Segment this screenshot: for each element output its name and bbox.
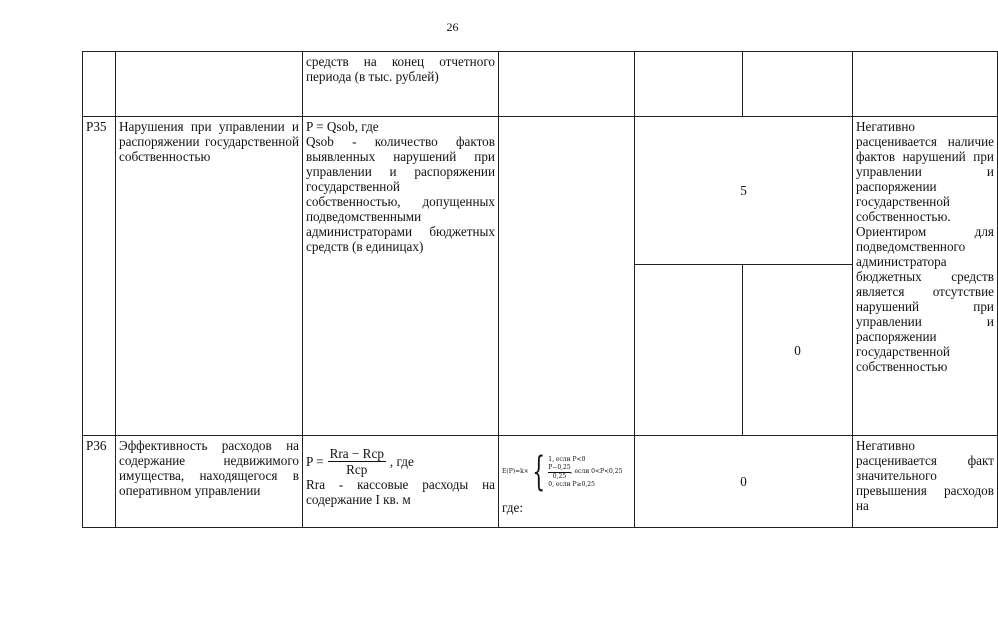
piecewise-formula bbox=[502, 449, 631, 495]
cell-code-p35: P35 bbox=[83, 117, 116, 436]
cell-calc-p35 bbox=[499, 117, 635, 436]
cell-formula-continuation: средств на конец отчетного периода (в тыс. рублей) bbox=[303, 52, 499, 117]
comment-p35-b: Ориентиром для подведомственного администратора бюджетных средств является отсутствие нарушений при управлении и распоряжении государственной собственностью bbox=[856, 224, 994, 374]
formula-p36 bbox=[306, 446, 495, 477]
formula-p35-desc: Qsob - количество фактов выявленных нарушений при управлении и распоряжении государственной собственностью, допущенных подведомственными администраторами бюджетных средств (в единицах) bbox=[306, 134, 495, 254]
piecewise-cases bbox=[548, 456, 622, 489]
formula-p36-suffix: , где bbox=[389, 454, 414, 469]
table-row-continuation bbox=[83, 52, 998, 117]
cell-calc-p36 bbox=[499, 436, 635, 528]
cell-name-p35: Нарушения при управлении и распоряжении государственной собственностью bbox=[116, 117, 303, 436]
table-row-p35 bbox=[83, 117, 998, 265]
piecewise-case-2-cond: , если 0<P<0,25 bbox=[570, 468, 623, 475]
piecewise-case-2-den: 0,25 bbox=[552, 472, 567, 480]
cell-score-p35-b: 0 bbox=[743, 265, 853, 436]
table-row-p36 bbox=[83, 436, 998, 528]
cell-code-p36: P36 bbox=[83, 436, 116, 528]
cell-comment-p36: Негативно расценивается факт значительного превышения расходов на bbox=[853, 436, 998, 528]
formula-p36-denominator: Rcp bbox=[346, 462, 368, 477]
cell-score-p36: 0 bbox=[635, 436, 853, 528]
cell-comment-p35 bbox=[853, 117, 998, 436]
cell-formula-p35 bbox=[303, 117, 499, 436]
piecewise-where: где: bbox=[502, 500, 523, 515]
cell-comment-empty bbox=[853, 52, 998, 117]
cell-score-empty bbox=[743, 52, 853, 117]
formula-p36-numerator: Rra − Rcp bbox=[329, 446, 384, 461]
piecewise-case-2-num: P−0,25 bbox=[548, 463, 571, 471]
cell-empty-1 bbox=[635, 52, 743, 117]
piecewise-case-1: 1, если P<0 bbox=[548, 455, 586, 463]
cell-empty-p35-b bbox=[635, 265, 743, 436]
formula-p36-fraction bbox=[328, 446, 386, 477]
indicators-table bbox=[82, 51, 998, 528]
formula-p36-desc: Rra - кассовые расходы на содержание I кв. м bbox=[306, 477, 495, 507]
formula-p36-lhs: P = bbox=[306, 454, 324, 469]
cell-name-empty bbox=[116, 52, 303, 117]
comment-p35-a: Негативно расценивается наличие фактов нарушений при управлении и распоряжении государственной собственностью. bbox=[856, 119, 994, 224]
cell-formula-p36 bbox=[303, 436, 499, 528]
piecewise-brace: { bbox=[532, 449, 545, 495]
cell-calc-empty bbox=[499, 52, 635, 117]
cell-code-empty bbox=[83, 52, 116, 117]
piecewise-case-2-fraction bbox=[548, 464, 570, 481]
piecewise-case-3: 0, если P≥0,25 bbox=[548, 480, 595, 488]
cell-score-p35-a: 5 bbox=[635, 117, 853, 265]
piecewise-lhs: E(P)=k× bbox=[502, 468, 529, 475]
cell-name-p36: Эффективность расходов на содержание недвижимого имущества, находящегося в оперативном управлении bbox=[116, 436, 303, 528]
page-number: 26 bbox=[446, 20, 459, 34]
formula-p35-line1: P = Qsob, где bbox=[306, 119, 379, 134]
